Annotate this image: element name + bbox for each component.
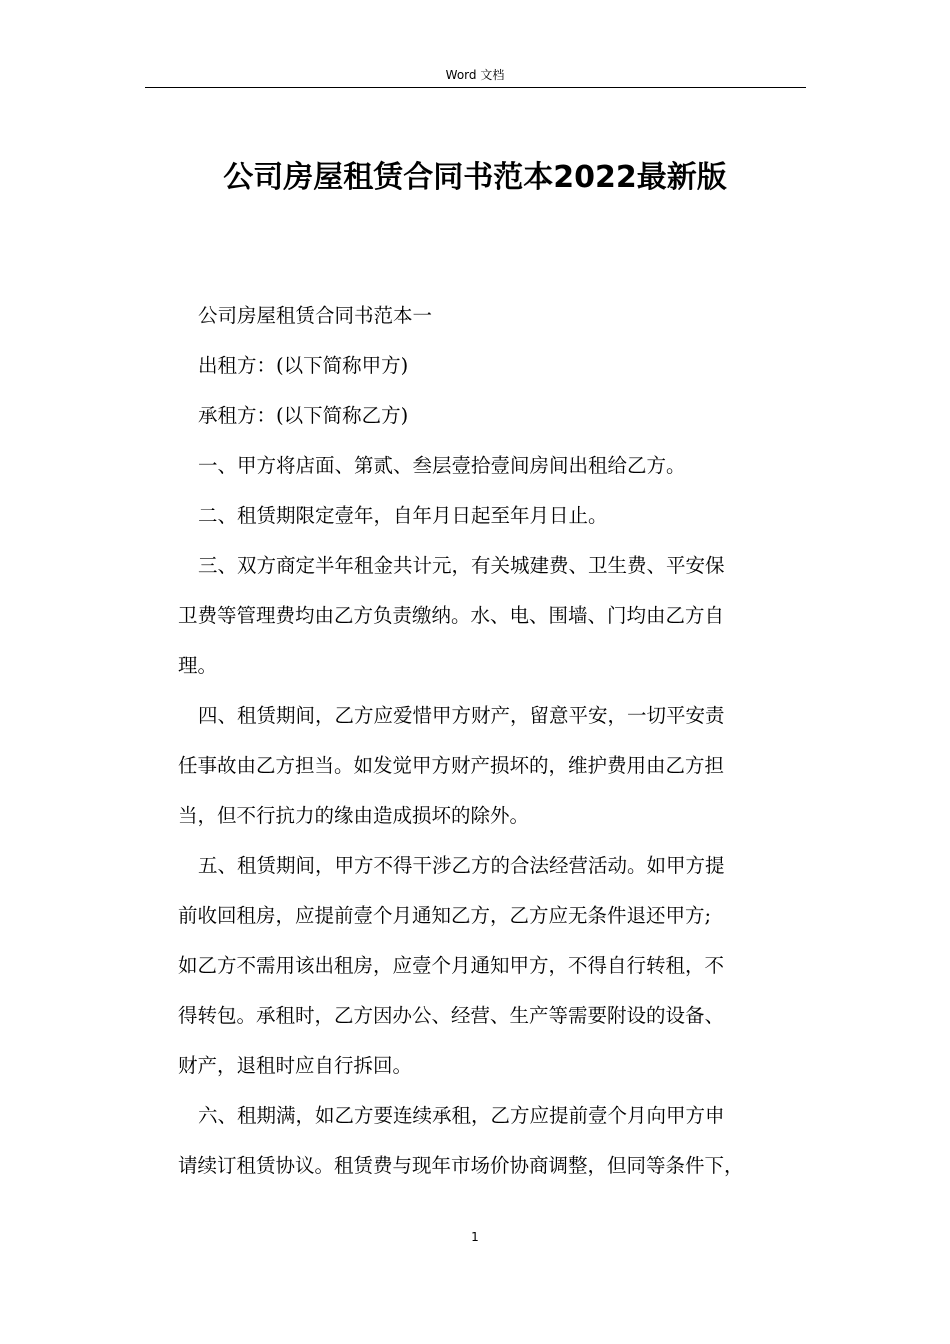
text-line: 三、双方商定半年租金共计元，有关城建费、卫生费、平安保 <box>198 554 725 577</box>
text-line: 理。 <box>178 654 218 677</box>
page-header: Word 文档 <box>445 68 505 82</box>
text-line: 六、租期满，如乙方要连续承租，乙方应提前壹个月向甲方申 <box>198 1104 725 1127</box>
text-line: 二、租赁期限定壹年，自年月日起至年月日止。 <box>198 504 608 527</box>
paragraph-clause-5 <box>178 841 808 1091</box>
paragraph-clause-4 <box>178 691 808 841</box>
text-line: 如乙方不需用该出租房，应壹个月通知甲方，不得自行转租，不 <box>178 954 725 977</box>
text-line: 出租方：(以下简称甲方) <box>198 354 409 377</box>
text-line: 五、租赁期间，甲方不得干涉乙方的合法经营活动。如甲方提 <box>198 854 725 877</box>
paragraph-heading <box>178 291 808 341</box>
document-title: 公司房屋租赁合同书范本2022最新版 <box>223 160 727 195</box>
header-divider <box>145 87 806 88</box>
text-line: 当，但不行抗力的缘由造成损坏的除外。 <box>178 804 530 827</box>
text-line: 四、租赁期间，乙方应爱惜甲方财产，留意平安，一切平安责 <box>198 704 725 727</box>
paragraph-clause-1 <box>178 441 808 491</box>
text-line: 得转包。承租时，乙方因办公、经营、生产等需要附设的设备、 <box>178 1004 725 1027</box>
text-line: 公司房屋租赁合同书范本一 <box>198 304 433 327</box>
paragraph-clause-3 <box>178 541 808 691</box>
text-line: 卫费等管理费均由乙方负责缴纳。水、电、围墙、门均由乙方自 <box>178 604 725 627</box>
page-number: 1 <box>471 1230 479 1244</box>
paragraph-clause-6 <box>178 1091 808 1191</box>
text-line: 一、甲方将店面、第贰、叁层壹拾壹间房间出租给乙方。 <box>198 454 686 477</box>
text-line: 承租方：(以下简称乙方) <box>198 404 409 427</box>
text-line: 任事故由乙方担当。如发觉甲方财产损坏的，维护费用由乙方担 <box>178 754 725 777</box>
paragraph-lessee <box>178 391 808 441</box>
text-line: 请续订租赁协议。租赁费与现年市场价协商调整，但同等条件下， <box>178 1154 744 1177</box>
text-line: 财产，退租时应自行拆回。 <box>178 1054 413 1077</box>
document-body <box>178 291 808 1191</box>
paragraph-lessor <box>178 341 808 391</box>
text-line: 前收回租房，应提前壹个月通知乙方，乙方应无条件退还甲方; <box>178 904 712 927</box>
paragraph-clause-2 <box>178 491 808 541</box>
